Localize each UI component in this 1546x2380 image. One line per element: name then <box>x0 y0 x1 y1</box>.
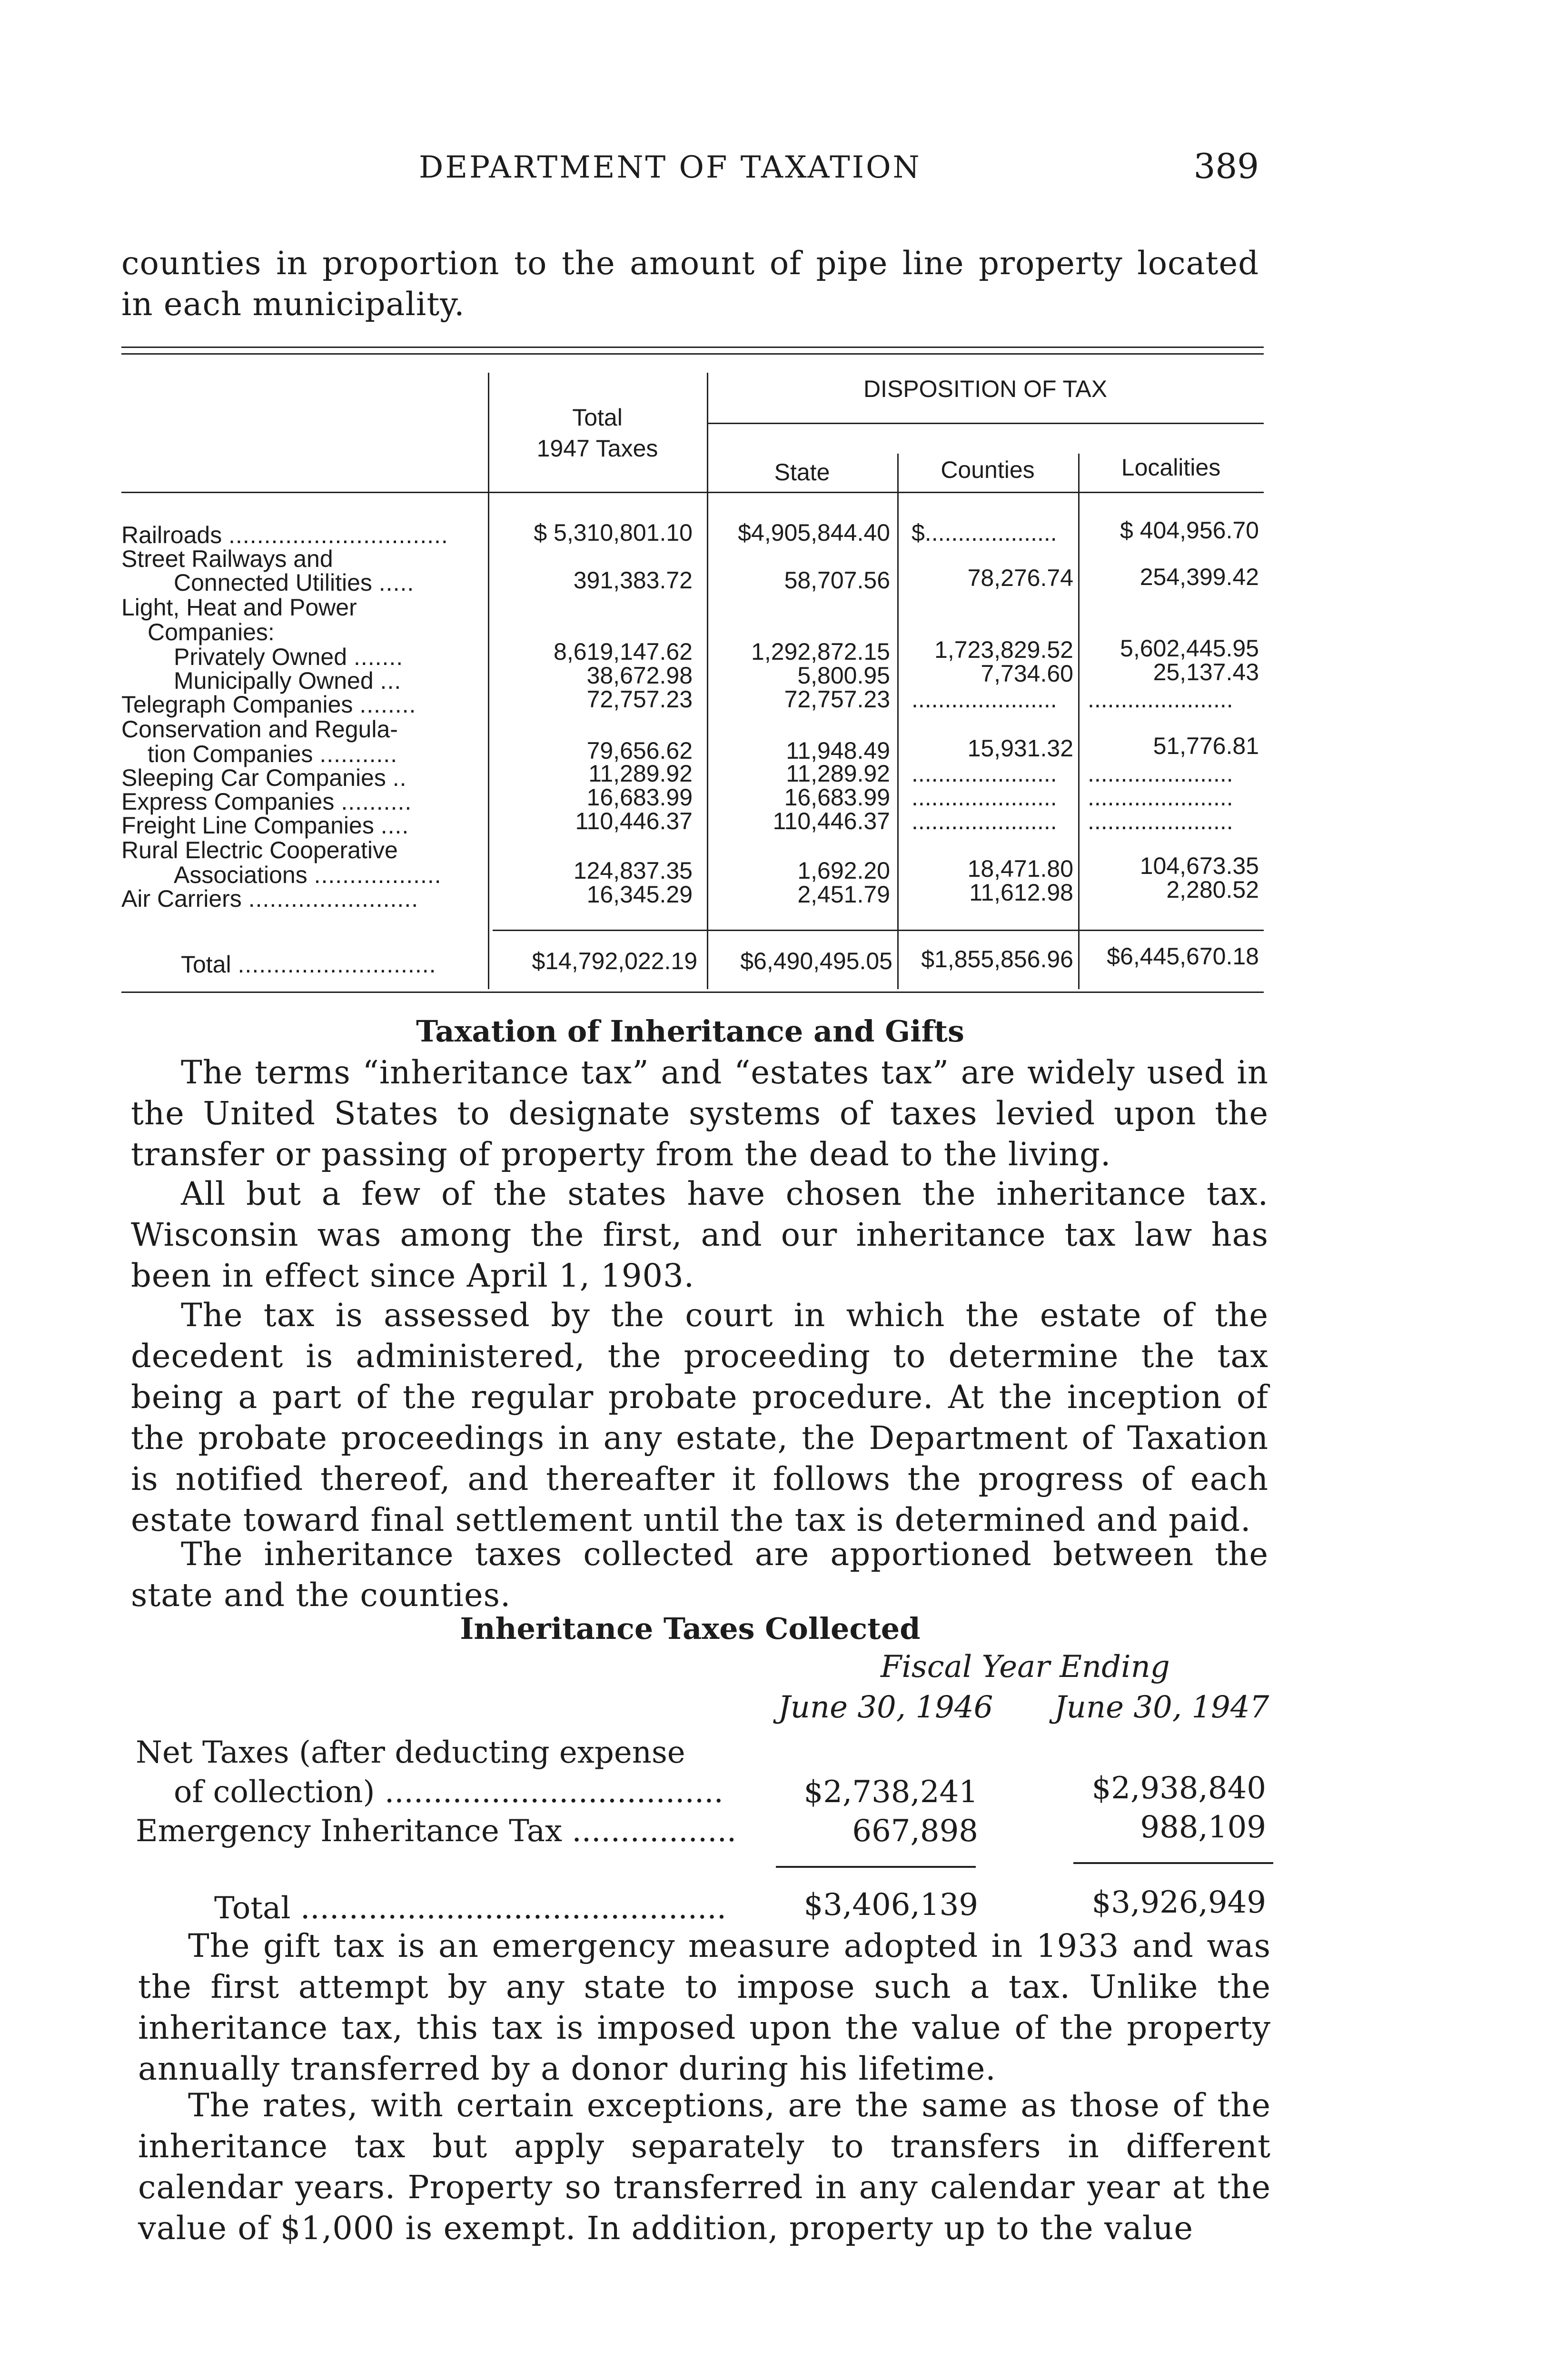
cell-counties: 11,612.98 <box>969 879 1073 906</box>
cell-total: 79,656.62 <box>586 737 693 764</box>
collected-heading: Inheritance Taxes Collected <box>460 1611 921 1646</box>
tax-disposition-table <box>121 347 1264 1003</box>
running-title: DEPARTMENT OF TAXATION <box>419 150 922 185</box>
head-localities: Localities <box>1121 454 1221 481</box>
cell-localities: 5,602,445.95 <box>1120 635 1259 662</box>
page-number: 389 <box>1193 146 1259 186</box>
cell-localities: ...................... <box>1088 808 1233 834</box>
sum-rule-1947 <box>1073 1862 1273 1864</box>
row-label: Connected Utilities <box>174 569 372 596</box>
cell-total: 72,757.23 <box>586 686 693 713</box>
cell-counties: 15,931.32 <box>967 735 1073 762</box>
row-label: tion Companies <box>148 741 313 767</box>
paragraph: All but a few of the states have chosen the inheritance tax. Wisconsin was among the first, and our inheritance tax law has been in effect since April 1, 1903. <box>131 1175 1269 1294</box>
cell-total: 16,345.29 <box>586 881 693 908</box>
row-label: Railroads <box>121 522 222 548</box>
cell-total: $14,792,022.19 <box>532 948 697 974</box>
cell-counties: ...................... <box>912 808 1057 834</box>
cell-counties: 1,723,829.52 <box>934 636 1073 663</box>
leader-dots: ... <box>380 667 402 694</box>
cell-state: 58,707.56 <box>784 567 890 594</box>
row-label: Conservation and Regula- <box>121 716 398 743</box>
leader-dots: ............................ <box>238 951 436 978</box>
cell-counties: 18,471.80 <box>967 855 1073 882</box>
table-top-rule-2 <box>121 353 1264 355</box>
row-label: Express Companies <box>121 788 335 815</box>
intro-paragraph: counties in proportion to the amount of pipe line property located in each municipality. <box>121 245 1259 323</box>
cell-total: 8,619,147.62 <box>554 638 693 665</box>
leader-dots: ................. <box>572 1814 737 1849</box>
net-taxes-1947: $2,938,840 <box>1091 1771 1266 1806</box>
cell-total: 110,446.37 <box>575 808 693 834</box>
row-label: Rural Electric Cooperative <box>121 837 398 863</box>
total-1947: $3,926,949 <box>1091 1885 1266 1920</box>
leader-dots: ........ <box>359 691 416 718</box>
cell-total: 16,683.99 <box>586 784 693 811</box>
col-heading-1946: June 30, 1946 <box>778 1690 993 1725</box>
cell-counties: 78,276.74 <box>967 565 1073 591</box>
net-taxes-1946: $2,738,241 <box>803 1775 978 1810</box>
leader-dots: ........................ <box>248 885 419 912</box>
cell-state: 1,692.20 <box>797 857 890 884</box>
section-heading: Taxation of Inheritance and Gifts <box>416 1014 964 1049</box>
cell-counties: ...................... <box>912 760 1057 787</box>
cell-counties: 7,734.60 <box>981 660 1073 687</box>
leader-dots: .......... <box>341 788 412 815</box>
leader-dots: ................................... <box>384 1775 723 1810</box>
total-1946: $3,406,139 <box>803 1887 978 1923</box>
row-label: Air Carriers <box>121 885 242 912</box>
leader-dots: ............................... <box>228 522 448 548</box>
cell-localities: 254,399.42 <box>1140 564 1259 590</box>
head-total: Total <box>572 404 623 431</box>
cell-localities: 2,280.52 <box>1166 876 1259 903</box>
cell-state: 2,451.79 <box>797 881 890 908</box>
cell-state: $4,905,844.40 <box>738 519 890 546</box>
col-rule-state <box>707 373 708 989</box>
col-heading-1947: June 30, 1947 <box>1054 1690 1269 1725</box>
leader-dots: ............................................ <box>300 1891 727 1926</box>
paragraph: The terms “inheritance tax” and “estates tax” are widely used in the United States to designate systems of taxes levied upon the transfer or passing of property from the dead to the living. <box>131 1054 1269 1173</box>
cell-localities: $ 404,956.70 <box>1120 517 1259 544</box>
cell-state: 5,800.95 <box>797 662 890 689</box>
total-label: Total <box>214 1891 291 1926</box>
row-label: Telegraph Companies <box>121 691 353 718</box>
head-counties: Counties <box>941 456 1035 483</box>
leader-dots: ....... <box>353 644 404 670</box>
col-rule-total <box>488 373 489 989</box>
cell-state: 1,292,872.15 <box>751 638 890 665</box>
cell-state: $6,490,495.05 <box>740 948 892 974</box>
cell-state: 16,683.99 <box>784 784 890 811</box>
cell-localities: ...................... <box>1088 760 1233 787</box>
emergency-1946: 667,898 <box>852 1814 978 1849</box>
cell-state: 11,289.92 <box>786 760 890 787</box>
cell-counties: $1,855,856.96 <box>921 946 1073 972</box>
fiscal-year-heading: Fiscal Year Ending <box>881 1649 1170 1685</box>
head-total-sub: 1947 Taxes <box>536 435 658 462</box>
cell-localities: 51,776.81 <box>1153 733 1259 759</box>
cell-localities: 104,673.35 <box>1140 853 1259 879</box>
paragraph: The inheritance taxes collected are apportioned between the state and the counties. <box>131 1536 1269 1614</box>
cell-counties: ...................... <box>912 686 1057 713</box>
leader-dots: ..... <box>378 569 415 596</box>
head-state: State <box>774 459 830 486</box>
header-bottom-rule <box>121 492 1264 493</box>
paragraph: The rates, with certain exceptions, are the same as those of the inheritance tax but apply separately to transfers in different calendar years. Property so transferred in any calendar year at the value of $1,000 is exempt. In addition, property up to the value <box>138 2087 1271 2247</box>
row-label: Freight Line Companies <box>121 812 374 839</box>
leader-dots: .... <box>380 812 409 839</box>
head-disposition: DISPOSITION OF TAX <box>863 376 1108 402</box>
sum-rule-1946 <box>776 1866 976 1868</box>
pre-total-rule <box>493 930 1264 931</box>
net-taxes-label: Net Taxes (after deducting expense <box>136 1735 685 1770</box>
cell-localities: 25,137.43 <box>1153 659 1259 685</box>
disposition-rule <box>707 423 1264 424</box>
cell-localities: ...................... <box>1088 784 1233 811</box>
leader-dots: .. <box>392 764 407 791</box>
cell-localities: ...................... <box>1088 686 1233 713</box>
col-rule-counties <box>897 454 899 989</box>
row-label: Associations <box>174 862 307 888</box>
row-label: Municipally Owned <box>174 667 374 694</box>
row-label: Light, Heat and Power <box>121 594 357 621</box>
col-rule-localities <box>1078 454 1080 989</box>
total-label: Total <box>181 951 231 978</box>
emergency-label: Emergency Inheritance Tax <box>136 1814 563 1849</box>
cell-total: $ 5,310,801.10 <box>534 519 693 546</box>
cell-state: 11,948.49 <box>786 737 890 764</box>
row-label: Sleeping Car Companies <box>121 764 386 791</box>
cell-total: 38,672.98 <box>586 662 693 689</box>
cell-counties: ...................... <box>912 784 1057 811</box>
paragraph: The gift tax is an emergency measure adopted in 1933 and was the first attempt by any state to impose such a tax. Unlike the inheritance tax, this tax is imposed upon the value of the property annually transferred by a donor during his lifetime. <box>138 1927 1271 2087</box>
cell-total: 391,383.72 <box>573 567 693 594</box>
row-label: Street Railways and <box>121 545 333 572</box>
emergency-1947: 988,109 <box>1140 1810 1266 1845</box>
leader-dots: .................. <box>314 862 442 888</box>
row-label: Companies: <box>148 619 275 645</box>
table-bottom-rule <box>121 992 1264 993</box>
paragraph: The tax is assessed by the court in which the estate of the decedent is administered, the proceeding to determine the tax being a part of the regular probate procedure. At the inception of the probate proceedings in any estate, the Department of Taxation is notified thereof, and thereafter it follows the progress of each estate toward final settlement until the tax is determined and paid. <box>131 1297 1269 1538</box>
cell-state: 72,757.23 <box>784 686 890 713</box>
cell-total: 11,289.92 <box>588 760 693 787</box>
cell-counties: $.................... <box>912 519 1057 546</box>
net-taxes-label-cont: of collection) <box>174 1775 375 1810</box>
leader-dots: ........... <box>319 741 398 767</box>
cell-state: 110,446.37 <box>773 808 890 834</box>
running-header <box>121 146 1259 193</box>
row-label: Privately Owned <box>174 644 347 670</box>
cell-total: 124,837.35 <box>573 857 693 884</box>
cell-localities: $6,445,670.18 <box>1107 943 1259 970</box>
table-top-rule <box>121 347 1264 348</box>
